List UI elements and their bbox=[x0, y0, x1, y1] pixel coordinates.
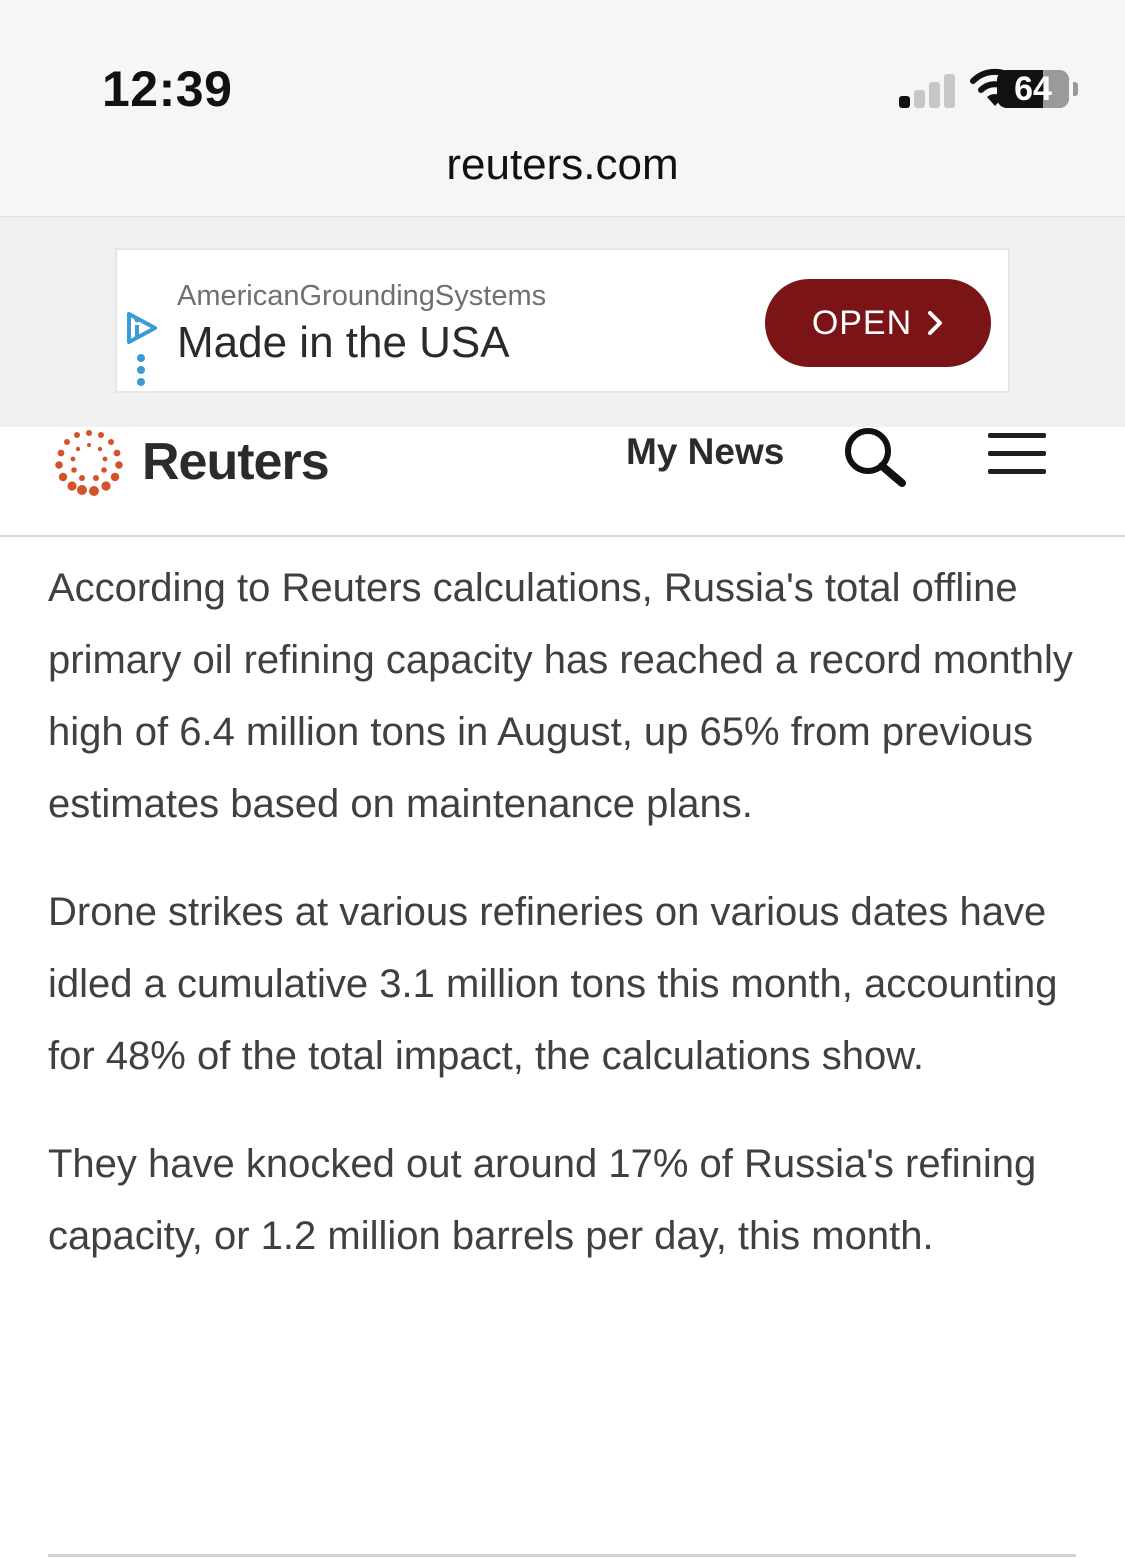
ad-open-label: OPEN bbox=[811, 303, 913, 342]
section-divider bbox=[48, 1554, 1076, 1557]
battery-tip bbox=[1073, 82, 1078, 96]
battery-icon bbox=[997, 70, 1069, 108]
reuters-logo[interactable] bbox=[48, 427, 329, 497]
cellular-signal-icon bbox=[899, 72, 959, 108]
ad-banner bbox=[0, 217, 1125, 427]
ad-open-button[interactable] bbox=[765, 279, 991, 367]
article-body bbox=[48, 552, 1078, 1308]
ad-sponsor: AmericanGroundingSystems bbox=[177, 280, 547, 312]
search-icon[interactable] bbox=[840, 427, 910, 487]
ad-headline: Made in the USA bbox=[177, 318, 510, 367]
ad-card[interactable] bbox=[115, 248, 1010, 393]
hamburger-menu-icon[interactable] bbox=[988, 433, 1046, 475]
reuters-logo-icon bbox=[48, 427, 130, 497]
article-paragraph: They have knocked out around 17% of Russia's refining capacity, or 1.2 million barrels per day, this month. bbox=[48, 1142, 1037, 1258]
address-bar[interactable]: reuters.com bbox=[446, 140, 679, 189]
status-time: 12:39 bbox=[102, 61, 233, 117]
browser-chrome bbox=[0, 0, 1125, 217]
chevron-right-icon bbox=[926, 310, 944, 336]
battery-level: 64 bbox=[1014, 70, 1052, 108]
reuters-wordmark: Reuters bbox=[142, 433, 329, 491]
site-header bbox=[0, 427, 1125, 537]
article-paragraph: According to Reuters calculations, Russia's total offline primary oil refining capacity has reached a record monthly high of 6.4 million tons in August, up 65% from previous estimates based on maintenance plans. bbox=[48, 566, 1073, 826]
my-news-link[interactable]: My News bbox=[626, 431, 785, 472]
ad-choices-icon[interactable] bbox=[121, 308, 161, 388]
article-paragraph: Drone strikes at various refineries on various dates have idled a cumulative 3.1 million tons this month, accounting for 48% of the total impact, the calculations show. bbox=[48, 890, 1058, 1078]
